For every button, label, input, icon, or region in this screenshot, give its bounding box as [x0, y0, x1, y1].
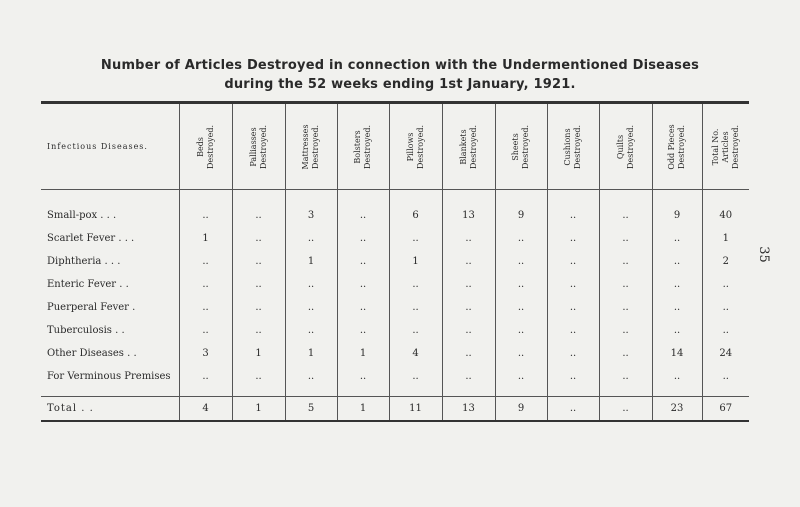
table-cell: .. — [495, 296, 547, 319]
table-cell: .. — [599, 273, 652, 296]
table-cell: .. — [285, 365, 337, 388]
table-cell: 5 — [285, 397, 337, 422]
table-cell: .. — [702, 319, 749, 342]
table-cell: .. — [442, 227, 495, 250]
table-cell: .. — [599, 319, 652, 342]
table-cell: .. — [599, 250, 652, 273]
table-cell: .. — [232, 319, 285, 342]
row-label: Puerperal Fever . — [47, 302, 136, 313]
table-cell: .. — [652, 365, 702, 388]
table-cell: 3 — [285, 204, 337, 227]
table-cell: 2 — [702, 250, 749, 273]
table-cell: .. — [179, 296, 232, 319]
table-cell: 1 — [232, 342, 285, 365]
table-cell: .. — [599, 342, 652, 365]
table-cell: .. — [337, 250, 389, 273]
column-header-infectious-diseases: Infectious Diseases. — [41, 103, 179, 190]
table-cell: 9 — [495, 204, 547, 227]
table-cell: .. — [232, 365, 285, 388]
table-cell: 23 — [652, 397, 702, 422]
table-cell: .. — [599, 204, 652, 227]
table-cell: .. — [442, 319, 495, 342]
table-cell: .. — [547, 227, 599, 250]
page-number: 35 — [755, 246, 771, 263]
table-cell: .. — [285, 296, 337, 319]
table-cell: 3 — [179, 342, 232, 365]
table-cell: 6 — [389, 204, 442, 227]
table-cell: .. — [442, 296, 495, 319]
column-header: Cushions Destroyed. — [547, 103, 599, 190]
table-row — [41, 204, 749, 227]
table-cell: .. — [232, 250, 285, 273]
header-row — [41, 103, 749, 190]
table-cell: .. — [702, 296, 749, 319]
table-cell: 13 — [442, 397, 495, 422]
table-cell: 24 — [702, 342, 749, 365]
table-cell: 1 — [702, 227, 749, 250]
column-header: Beds Destroyed. — [179, 103, 232, 190]
table-cell: .. — [389, 296, 442, 319]
table-cell: .. — [547, 365, 599, 388]
table-cell: .. — [337, 365, 389, 388]
table-cell: .. — [337, 319, 389, 342]
row-label: Small-pox . . . — [47, 210, 117, 221]
table-cell: .. — [179, 319, 232, 342]
row-label: Scarlet Fever . . . — [47, 233, 135, 244]
table-cell: 1 — [179, 227, 232, 250]
table-cell: 1 — [285, 250, 337, 273]
table-cell: .. — [495, 250, 547, 273]
table-row — [41, 250, 749, 273]
articles-destroyed-table — [41, 101, 749, 422]
total-row — [41, 397, 749, 422]
table-cell: 1 — [285, 342, 337, 365]
table-row — [41, 227, 749, 250]
table-cell: .. — [337, 273, 389, 296]
table-cell: 9 — [652, 204, 702, 227]
table-cell: .. — [495, 273, 547, 296]
column-header: Palliasses Destroyed. — [232, 103, 285, 190]
table-cell: .. — [232, 296, 285, 319]
table-body — [41, 190, 749, 422]
table-cell: .. — [547, 319, 599, 342]
column-header: Blankets Destroyed. — [442, 103, 495, 190]
row-label: Other Diseases . . — [47, 348, 137, 359]
table-cell: .. — [547, 204, 599, 227]
table-cell: 1 — [337, 342, 389, 365]
table-row — [41, 273, 749, 296]
table-cell: 40 — [702, 204, 749, 227]
table-cell: .. — [599, 227, 652, 250]
table-cell: .. — [442, 273, 495, 296]
table-cell: .. — [495, 365, 547, 388]
table-cell: .. — [337, 204, 389, 227]
table-cell: .. — [652, 319, 702, 342]
row-label: Diphtheria . . . — [47, 256, 121, 267]
table-cell: .. — [285, 227, 337, 250]
table-title-line-2: during the 52 weeks ending 1st January, 1921. — [224, 77, 576, 92]
table-cell: .. — [179, 250, 232, 273]
table-cell: .. — [652, 273, 702, 296]
table-row — [41, 342, 749, 365]
table-cell: .. — [442, 342, 495, 365]
table-cell: .. — [547, 250, 599, 273]
column-header: Sheets Destroyed. — [495, 103, 547, 190]
table-cell: .. — [285, 273, 337, 296]
table-cell: 14 — [652, 342, 702, 365]
table-row — [41, 365, 749, 388]
table-cell: .. — [232, 204, 285, 227]
column-header: Bolsters Destroyed. — [337, 103, 389, 190]
table-cell: 9 — [495, 397, 547, 422]
table-cell: 1 — [389, 250, 442, 273]
table-cell: .. — [442, 365, 495, 388]
column-header: Mattresses Destroyed. — [285, 103, 337, 190]
row-label: Tuberculosis . . — [47, 325, 125, 336]
table-cell: 1 — [337, 397, 389, 422]
table-cell: .. — [285, 319, 337, 342]
table-cell: 11 — [389, 397, 442, 422]
table-title-line-1: Number of Articles Destroyed in connection with the Undermentioned Diseases — [100, 58, 700, 73]
table-cell: .. — [337, 296, 389, 319]
table-cell: .. — [232, 273, 285, 296]
row-label: For Verminous Premises — [47, 371, 171, 382]
table-cell: .. — [389, 227, 442, 250]
table-cell: .. — [232, 227, 285, 250]
table-cell: .. — [599, 296, 652, 319]
table-cell: .. — [389, 365, 442, 388]
table-row — [41, 319, 749, 342]
table-cell: .. — [495, 342, 547, 365]
table-cell: .. — [702, 365, 749, 388]
spacer-row — [41, 190, 749, 205]
table-cell: .. — [547, 397, 599, 422]
table-cell: .. — [495, 227, 547, 250]
table-cell: .. — [179, 273, 232, 296]
table-cell: .. — [179, 204, 232, 227]
table-cell: .. — [652, 250, 702, 273]
row-label: Enteric Fever . . — [47, 279, 129, 290]
table-cell: 1 — [232, 397, 285, 422]
table-cell: .. — [599, 397, 652, 422]
table-cell: .. — [547, 342, 599, 365]
row-label: Total . . — [41, 397, 179, 422]
table-cell: .. — [599, 365, 652, 388]
table-cell: .. — [389, 273, 442, 296]
table-row — [41, 296, 749, 319]
table-cell: .. — [652, 227, 702, 250]
table-cell: .. — [179, 365, 232, 388]
table-cell: 13 — [442, 204, 495, 227]
table-cell: .. — [652, 296, 702, 319]
column-header: Total No. Articles Destroyed. — [702, 103, 749, 190]
table-cell: 4 — [389, 342, 442, 365]
table-cell: 4 — [179, 397, 232, 422]
table-cell: .. — [547, 296, 599, 319]
spacer-row — [41, 388, 749, 397]
table-cell: 67 — [702, 397, 749, 422]
column-header: Pillows Destroyed. — [389, 103, 442, 190]
column-header: Quilts Destroyed. — [599, 103, 652, 190]
table-cell: .. — [442, 250, 495, 273]
table-cell: .. — [495, 319, 547, 342]
table-cell: .. — [702, 273, 749, 296]
column-header: Odd Pieces Destroyed. — [652, 103, 702, 190]
table-cell: .. — [547, 273, 599, 296]
table-cell: .. — [389, 319, 442, 342]
table-cell: .. — [337, 227, 389, 250]
